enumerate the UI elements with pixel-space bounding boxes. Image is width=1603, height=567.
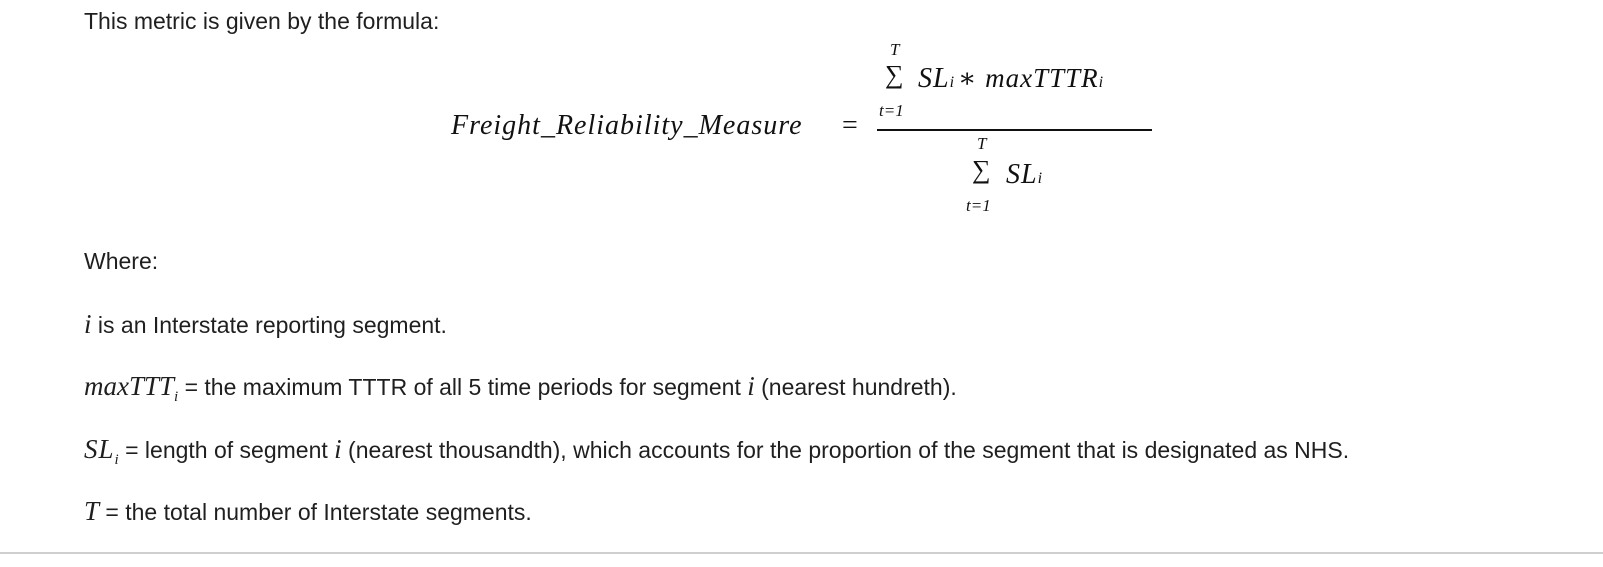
numerator-sl-symbol: SL bbox=[918, 63, 950, 94]
denominator-upper-limit: T bbox=[977, 134, 987, 153]
definition-maxttt-symbol: maxTTT bbox=[84, 371, 175, 401]
definition-maxttt-text-after: (nearest hundreth). bbox=[754, 374, 957, 400]
fraction-bar bbox=[877, 129, 1152, 131]
definition-i bbox=[84, 309, 447, 340]
definition-sl-inline-i: i bbox=[334, 434, 342, 464]
bottom-divider bbox=[0, 552, 1603, 554]
definition-i-text: is an Interstate reporting segment. bbox=[91, 312, 447, 338]
definition-t bbox=[84, 496, 532, 527]
definition-sl-subscript: i bbox=[114, 452, 119, 468]
denominator-sl-subscript: i bbox=[1037, 170, 1043, 187]
denominator-lower-limit: t=1 bbox=[966, 196, 991, 215]
definition-sl-symbol: SL bbox=[84, 434, 115, 464]
definition-maxttt-inline-i: i bbox=[747, 371, 755, 401]
denominator-sl-symbol: SL bbox=[1006, 159, 1038, 190]
denominator-expression bbox=[1006, 159, 1042, 191]
intro-text: This metric is given by the formula: bbox=[84, 8, 440, 34]
where-label: Where: bbox=[84, 248, 159, 274]
numerator-maxtttr-subscript: i bbox=[1098, 74, 1104, 91]
numerator-maxtttr-symbol: ∗ maxTTTR bbox=[958, 63, 1099, 93]
definition-sl-text-before: = length of segment bbox=[118, 437, 335, 463]
definition-sl bbox=[84, 434, 1349, 475]
definition-maxttt bbox=[84, 371, 957, 412]
numerator-sigma: ∑ bbox=[885, 60, 904, 89]
formula-equals: = bbox=[842, 110, 858, 141]
freight-reliability-formula bbox=[0, 0, 1603, 240]
formula-lhs: Freight_Reliability_Measure bbox=[451, 110, 803, 141]
numerator-sl-subscript: i bbox=[949, 74, 955, 91]
definition-maxttt-subscript: i bbox=[174, 389, 179, 405]
definition-t-symbol: T bbox=[84, 496, 100, 526]
numerator-upper-limit: T bbox=[890, 40, 900, 59]
definition-t-text: = the total number of Interstate segments. bbox=[99, 499, 532, 525]
definition-maxttt-text-before: = the maximum TTTR of all 5 time periods for segment bbox=[178, 374, 748, 400]
numerator-expression bbox=[918, 63, 1103, 95]
denominator-sigma: ∑ bbox=[972, 155, 991, 184]
definition-sl-text-after: (nearest thousandth), which accounts for the proportion of the segment that is designated as NHS. bbox=[341, 437, 1350, 463]
definition-i-symbol: i bbox=[84, 309, 92, 339]
numerator-lower-limit: t=1 bbox=[879, 101, 904, 120]
